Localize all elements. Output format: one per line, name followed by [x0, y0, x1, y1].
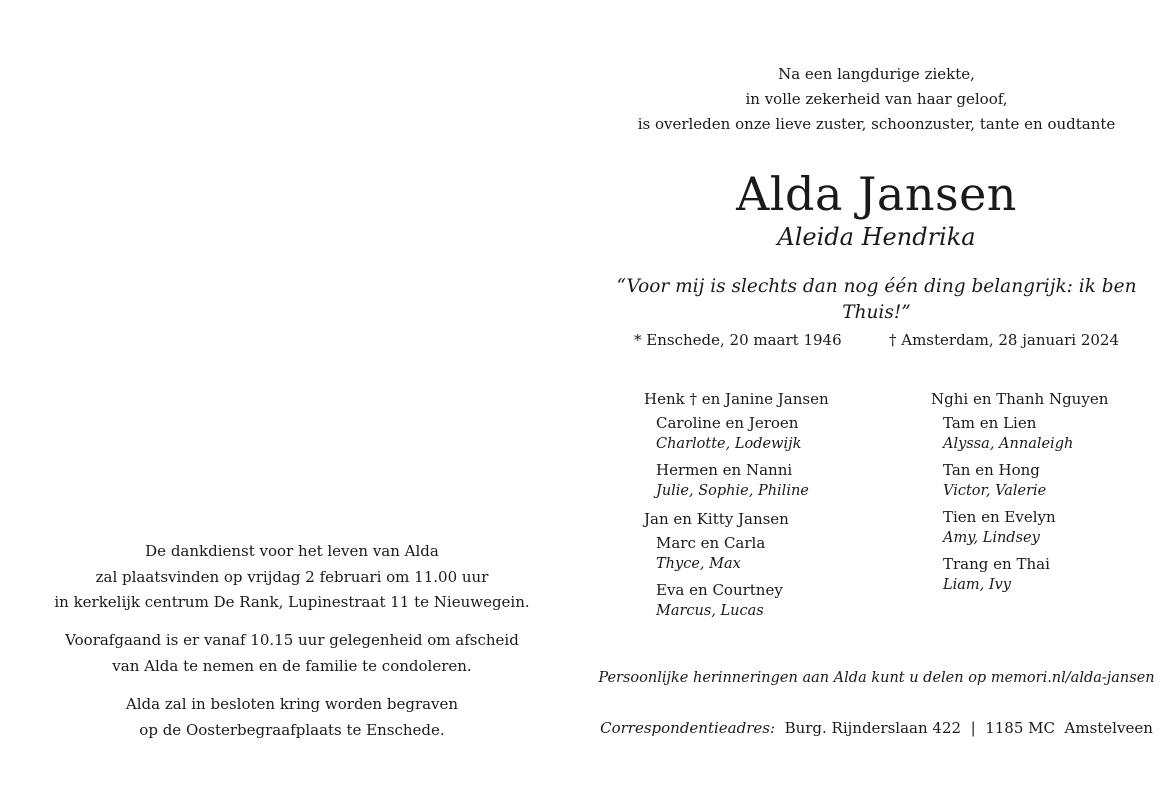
grandchildren-names: Liam, Ivy [943, 577, 1011, 593]
quote: “Voor mij is slechts dan nog één ding belangrijk: ik ben Thuis!” [616, 276, 1137, 323]
burial-line: Alda zal in besloten kring worden begraven [125, 695, 459, 713]
intro-text [584, 62, 1169, 137]
grandchildren-names: Alyssa, Annaleigh [943, 436, 1074, 452]
right-page [584, 0, 1169, 807]
family-head: Jan en Kitty Jansen [644, 510, 789, 528]
death-info: † Amsterdam, 28 januari 2024 [888, 331, 1119, 349]
child-names: Marc en Carla [656, 534, 766, 552]
service-line: zal plaatsvinden op vrijdag 2 februari om 11.00 uur [95, 567, 489, 586]
family-group [644, 507, 829, 622]
family-child [943, 460, 1108, 502]
memori-link-text: Persoonlijke herinneringen aan Alda kunt u delen op memori.nl/alda-jansen [598, 670, 1155, 686]
grandchildren-names: Victor, Valerie [943, 483, 1047, 499]
correspondence-address [584, 717, 1169, 739]
child-names: Trang en Thai [943, 555, 1050, 573]
burial-line: op de Oosterbegraafplaats te Enschede. [139, 720, 445, 739]
family-child [656, 580, 829, 622]
family-group [931, 387, 1108, 596]
address-separator: | [970, 719, 976, 737]
child-names: Tien en Evelyn [943, 508, 1056, 526]
farewell-announcement [0, 628, 584, 679]
family-head: Nghi en Thanh Nguyen [931, 390, 1109, 408]
child-names: Caroline en Jeroen [656, 414, 799, 432]
deceased-name: Alda Jansen [736, 167, 1017, 221]
child-names: Tan en Hong [943, 461, 1040, 479]
address-street: Burg. Rijnderslaan 422 [784, 719, 962, 737]
address-city: 1185 MC Amstelveen [985, 719, 1153, 737]
family-column [931, 387, 1108, 601]
left-page [0, 0, 584, 807]
child-names: Eva en Courtney [656, 581, 783, 599]
farewell-line: van Alda te nemen en de familie te condoleren. [112, 656, 472, 675]
grandchildren-names: Marcus, Lucas [656, 603, 764, 619]
intro-line: in volle zekerheid van haar geloof, [745, 90, 1008, 108]
burial-announcement [0, 692, 584, 743]
service-announcement [0, 539, 584, 616]
family-column [644, 387, 829, 627]
family-child [656, 533, 829, 575]
service-line: in kerkelijk centrum De Rank, Lupinestraat 11 te Nieuwegein. [54, 593, 530, 611]
intro-line: is overleden onze lieve zuster, schoonzuster, tante en oudtante [637, 115, 1116, 133]
service-line: De dankdienst voor het leven van Alda [145, 542, 439, 560]
intro-line: Na een langdurige ziekte, [778, 65, 975, 83]
grandchildren-names: Julie, Sophie, Philine [656, 483, 809, 499]
grandchildren-names: Thyce, Max [656, 556, 741, 572]
family-child [656, 460, 829, 502]
family-child [943, 507, 1108, 549]
address-label: Correspondentieadres: [600, 719, 776, 737]
family-child [943, 554, 1108, 596]
family-child [656, 413, 829, 455]
family-head: Henk † en Janine Jansen [644, 390, 829, 408]
family-child [943, 413, 1108, 455]
farewell-line: Voorafgaand is er vanaf 10.15 uur gelegenheid om afscheid [65, 631, 519, 649]
grandchildren-names: Charlotte, Lodewijk [656, 436, 802, 452]
birth-info: * Enschede, 20 maart 1946 [634, 331, 842, 349]
child-names: Tam en Lien [943, 414, 1037, 432]
child-names: Hermen en Nanni [656, 461, 793, 479]
grandchildren-names: Amy, Lindsey [943, 530, 1040, 546]
given-names: Aleida Hendrika [777, 223, 976, 251]
family-group [644, 387, 829, 502]
